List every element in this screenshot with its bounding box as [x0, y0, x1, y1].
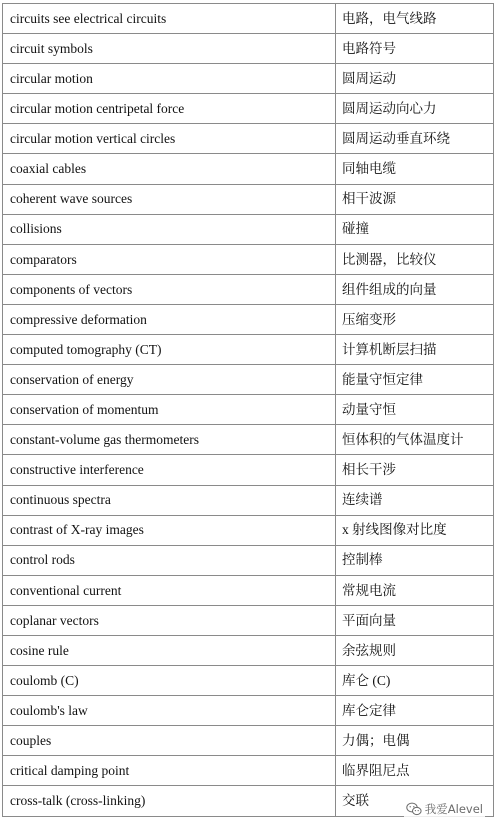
table-row [3, 124, 494, 154]
translation-cell: 库仑 (C) [336, 666, 494, 696]
translation-cell: 圆周运动向心力 [336, 94, 494, 124]
translation-cell: 库仑定律 [336, 696, 494, 726]
term-cell: control rods [3, 545, 336, 575]
term-cell: constructive interference [3, 455, 336, 485]
term-cell: circular motion [3, 64, 336, 94]
term-cell: circular motion vertical circles [3, 124, 336, 154]
term-cell: couples [3, 726, 336, 756]
table-row [3, 395, 494, 425]
table-row [3, 515, 494, 545]
watermark-text: 我爱Alevel [424, 802, 483, 816]
translation-cell: 连续谱 [336, 485, 494, 515]
translation-cell: x 射线图像对比度 [336, 515, 494, 545]
term-cell: coulomb (C) [3, 666, 336, 696]
term-cell: continuous spectra [3, 485, 336, 515]
term-cell: conservation of energy [3, 365, 336, 395]
term-cell: contrast of X-ray images [3, 515, 336, 545]
table-row [3, 64, 494, 94]
watermark [404, 800, 485, 818]
term-cell: coherent wave sources [3, 184, 336, 214]
term-cell: constant-volume gas thermometers [3, 425, 336, 455]
term-cell: coulomb's law [3, 696, 336, 726]
term-cell: circular motion centripetal force [3, 94, 336, 124]
translation-cell: 能量守恒定律 [336, 365, 494, 395]
translation-cell: 控制棒 [336, 545, 494, 575]
table-row [3, 335, 494, 365]
table-row [3, 304, 494, 334]
translation-cell: 常规电流 [336, 575, 494, 605]
translation-cell: 力偶；电偶 [336, 726, 494, 756]
translation-cell: 圆周运动垂直环绕 [336, 124, 494, 154]
translation-cell: 电路符号 [336, 34, 494, 64]
table-row [3, 726, 494, 756]
term-cell: comparators [3, 244, 336, 274]
table-row [3, 184, 494, 214]
term-cell: cross-talk (cross-linking) [3, 786, 336, 816]
table-row [3, 34, 494, 64]
translation-cell: 余弦规则 [336, 635, 494, 665]
translation-cell: 碰撞 [336, 214, 494, 244]
term-cell: conservation of momentum [3, 395, 336, 425]
translation-cell: 交联 [336, 786, 494, 816]
term-cell: components of vectors [3, 274, 336, 304]
term-cell: compressive deformation [3, 304, 336, 334]
table-row [3, 274, 494, 304]
translation-cell: 组件组成的向量 [336, 274, 494, 304]
translation-cell: 比测器，比较仪 [336, 244, 494, 274]
term-cell: coaxial cables [3, 154, 336, 184]
term-cell: computed tomography (CT) [3, 335, 336, 365]
translation-cell: 平面向量 [336, 605, 494, 635]
table-row [3, 635, 494, 665]
term-cell: circuits see electrical circuits [3, 4, 336, 34]
translation-cell: 同轴电缆 [336, 154, 494, 184]
glossary-table [2, 3, 494, 817]
table-row [3, 365, 494, 395]
term-cell: circuit symbols [3, 34, 336, 64]
table-row [3, 425, 494, 455]
term-cell: critical damping point [3, 756, 336, 786]
translation-cell: 电路，电气线路 [336, 4, 494, 34]
table-row [3, 575, 494, 605]
table-row [3, 696, 494, 726]
table-row [3, 485, 494, 515]
wechat-icon [406, 802, 422, 816]
table-row [3, 4, 494, 34]
table-row [3, 605, 494, 635]
table-row [3, 154, 494, 184]
table-row [3, 455, 494, 485]
term-cell: conventional current [3, 575, 336, 605]
table-row [3, 666, 494, 696]
translation-cell: 相长干涉 [336, 455, 494, 485]
translation-cell: 临界阻尼点 [336, 756, 494, 786]
term-cell: cosine rule [3, 635, 336, 665]
translation-cell: 计算机断层扫描 [336, 335, 494, 365]
table-row [3, 756, 494, 786]
translation-cell: 圆周运动 [336, 64, 494, 94]
translation-cell: 压缩变形 [336, 304, 494, 334]
table-row [3, 214, 494, 244]
glossary-body [3, 4, 494, 817]
translation-cell: 动量守恒 [336, 395, 494, 425]
table-row [3, 94, 494, 124]
term-cell: collisions [3, 214, 336, 244]
term-cell: coplanar vectors [3, 605, 336, 635]
table-row [3, 545, 494, 575]
translation-cell: 恒体积的气体温度计 [336, 425, 494, 455]
table-row [3, 244, 494, 274]
translation-cell: 相干波源 [336, 184, 494, 214]
